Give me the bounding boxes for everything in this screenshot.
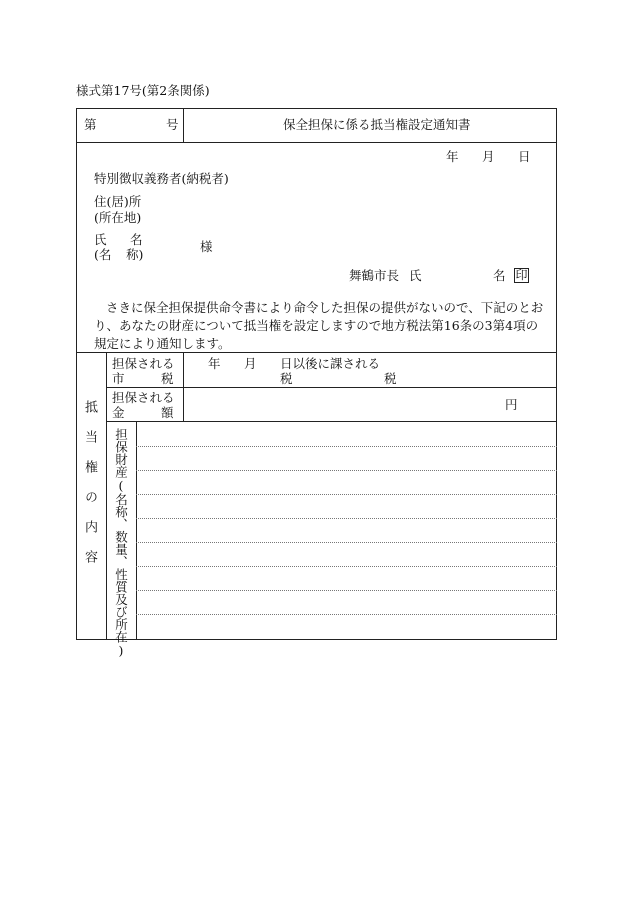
name-label-paren-sho: 称) [126, 247, 144, 262]
number-prefix: 第 [84, 117, 97, 132]
name-label-shi: 氏 [94, 232, 107, 247]
body-text: さきに保全担保提供命令書により命令した担保の提供がないので、下記のとおり、あなたの財産について抵当権を設定しますので地方税法第16条の3第4項の規定により通知します。 [94, 300, 544, 351]
row1-year: 年 [208, 356, 221, 371]
date-day: 日 [518, 149, 531, 164]
property-line [136, 470, 557, 471]
section-side-label: 抵当権の内容 [82, 400, 97, 580]
property-line [136, 542, 557, 543]
row1-tax-1: 税 [280, 371, 293, 386]
form-reference: 様式第17号(第2条関係) [76, 83, 210, 98]
property-line [136, 446, 557, 447]
property-label: 担保財産(名称、数量、性質及び所在) [113, 428, 129, 658]
row1-bottom-line [106, 387, 557, 388]
row1-label: 担保される [112, 356, 175, 371]
row2-label-kin: 金 [112, 405, 125, 420]
row2-yen-unit: 円 [505, 397, 518, 412]
property-label-divider [136, 421, 137, 640]
document-title: 保全担保に係る抵当権設定通知書 [283, 117, 471, 132]
property-line [136, 566, 557, 567]
side-label-divider [106, 352, 107, 640]
header-divider [183, 108, 184, 142]
row2-bottom-line [106, 421, 557, 422]
address-label: 住(居)所 [94, 194, 142, 209]
seal-mark: 印 [515, 268, 528, 282]
row1-tax-2: 税 [384, 371, 397, 386]
address-label-sub: (所在地) [94, 210, 142, 225]
issuer-mei: 名 [493, 268, 506, 283]
name-label-mei: 名 [130, 232, 143, 247]
row1-after-text: 日以後に課される [280, 356, 381, 371]
row-label-divider [183, 352, 184, 421]
header-bottom-line [76, 142, 557, 143]
honorific: 様 [200, 239, 213, 254]
row1-label-zei: 税 [161, 371, 174, 386]
date-month: 月 [482, 149, 495, 164]
property-line [136, 494, 557, 495]
property-line [136, 518, 557, 519]
date-year: 年 [446, 149, 459, 164]
row2-label-gaku: 額 [161, 405, 174, 420]
form-frame [76, 108, 557, 640]
issuer-title: 舞鶴市長 [349, 268, 400, 283]
row1-month: 月 [244, 356, 257, 371]
property-line [136, 614, 557, 615]
issuer-shi: 氏 [409, 268, 422, 283]
property-line [136, 590, 557, 591]
recipient-heading: 特別徴収義務者(納税者) [94, 171, 229, 186]
name-label-paren-mei: (名 [94, 247, 112, 262]
row1-label-shi: 市 [112, 371, 125, 386]
row2-label: 担保される [112, 390, 175, 405]
section-top-line [76, 352, 557, 353]
number-suffix: 号 [166, 117, 179, 132]
